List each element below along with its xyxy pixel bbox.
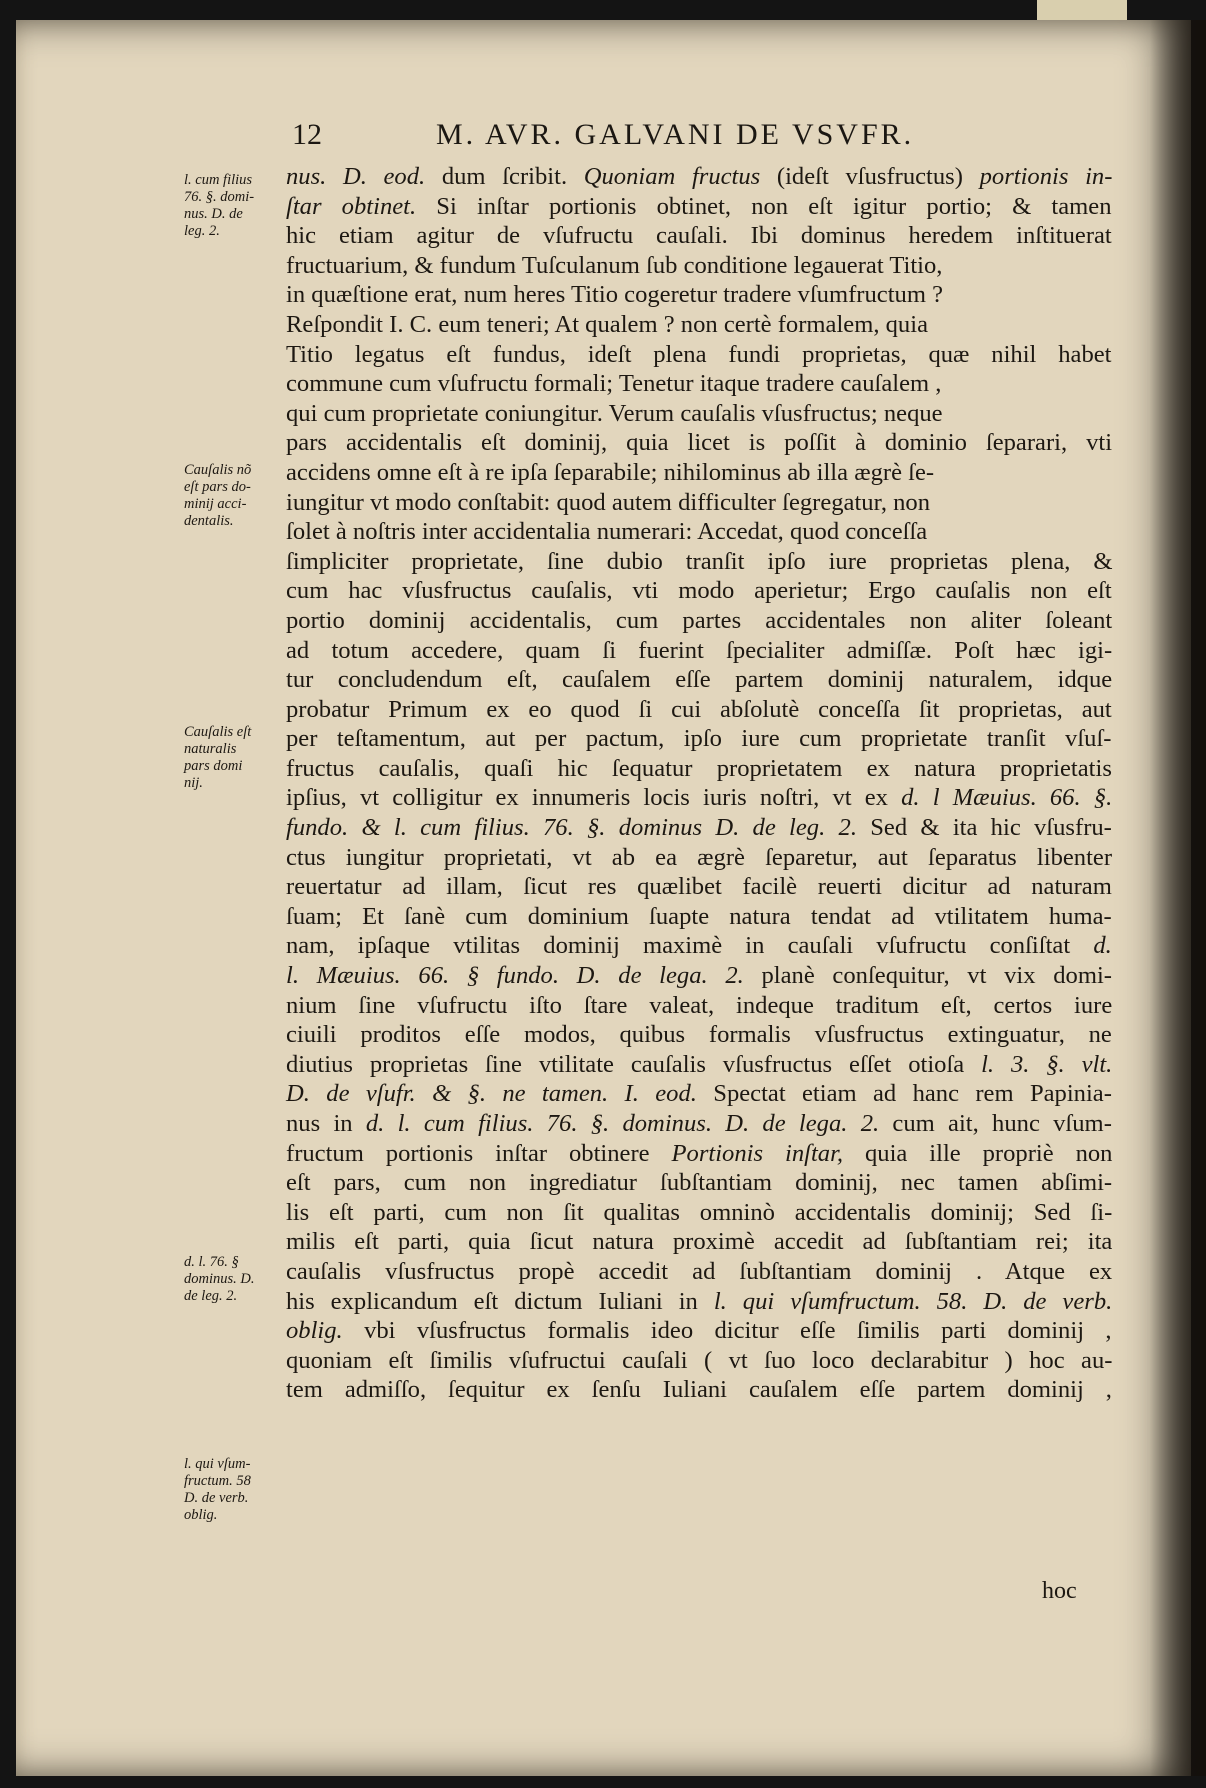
marginal-note-line: d. l. 76. § bbox=[184, 1254, 239, 1270]
text-run: commune cum vſufructu formali; Tenetur itaque tradere cauſalem , bbox=[286, 370, 942, 398]
text-run: lis eſt parti, cum non ſit qualitas omninò accidentalis dominij; Sed ſi- bbox=[286, 1198, 1113, 1226]
text-line bbox=[286, 1109, 1126, 1139]
main-text bbox=[286, 162, 1126, 1405]
text-line bbox=[286, 636, 1126, 666]
text-run: Spectat etiam ad hanc rem Papinia- bbox=[696, 1080, 1112, 1108]
text-run: ctus iungitur proprietati, vt ab ea ægrè ſeparetur, aut ſeparatus libenter bbox=[286, 843, 1113, 871]
marginal-note-2 bbox=[184, 462, 302, 530]
text-line bbox=[286, 1257, 1126, 1287]
text-line bbox=[286, 902, 1126, 932]
marginal-note-line: l. qui vſum- bbox=[184, 1456, 251, 1472]
text-line bbox=[286, 754, 1126, 784]
text-line bbox=[286, 1375, 1126, 1405]
text-run: his explicandum eſt dictum Iuliani in bbox=[286, 1287, 714, 1315]
text-run: nam, ipſaque vtilitas dominij maximè in cauſali vſufructu conſiſtat bbox=[286, 932, 1094, 960]
text-run: hic etiam agitur de vſufructu cauſali. Ibi dominus heredem inſtituerat bbox=[286, 222, 1112, 250]
text-line bbox=[286, 961, 1126, 991]
marginal-note-line: minij acci- bbox=[184, 496, 247, 512]
text-line bbox=[286, 162, 1126, 192]
text-run: Si inſtar portionis obtinet, non eſt igitur portio; & tamen bbox=[416, 192, 1112, 220]
marginal-note-4 bbox=[184, 1254, 302, 1305]
marginal-note-line: dominus. D. bbox=[184, 1271, 255, 1287]
text-run: pars accidentalis eſt dominij, quia licet is poſſit à dominio ſeparari, vti bbox=[286, 429, 1113, 457]
text-run: planè conſequitur, vt vix domi- bbox=[743, 962, 1112, 990]
text-line bbox=[286, 813, 1126, 843]
text-line bbox=[286, 931, 1126, 961]
marginal-note-line: l. cum filius bbox=[184, 172, 253, 188]
text-line bbox=[286, 517, 1126, 547]
text-run: cauſalis vſusfructus propè accedit ad ſubſtantiam dominij . Atque ex bbox=[286, 1257, 1113, 1285]
text-run: qui cum proprietate coniungitur. Verum cauſalis vſusfructus; neque bbox=[286, 399, 943, 427]
page-header bbox=[0, 118, 1206, 162]
text-run: accidens omne eſt à re ipſa ſeparabile; nihilominus ab illa ægrè ſe- bbox=[286, 458, 935, 486]
text-line bbox=[286, 724, 1126, 754]
text-line bbox=[286, 695, 1126, 725]
text-line bbox=[286, 340, 1126, 370]
text-line bbox=[286, 369, 1126, 399]
marginal-note-line: D. de verb. bbox=[184, 1490, 249, 1506]
text-run: fructum portionis inſtar obtinere bbox=[286, 1139, 672, 1167]
text-line bbox=[286, 576, 1126, 606]
italic-citation: l. Mæuius. 66. § fundo. D. de lega. 2. bbox=[286, 962, 744, 990]
text-run: tur concludendum eſt, cauſalem eſſe partem dominij naturalem, idque bbox=[286, 666, 1113, 694]
text-run: ſuam; Et ſanè cum dominium ſuapte natura tendat ad vtilitatem huma- bbox=[286, 902, 1112, 930]
marginal-note-line: dentalis. bbox=[184, 513, 234, 529]
italic-citation: fundo. & l. cum filius. 76. §. dominus D. de leg. 2. bbox=[286, 814, 857, 842]
text-run: (ideſt vſusfructus) bbox=[760, 163, 980, 190]
text-line bbox=[286, 488, 1126, 518]
marginal-note-line: eſt pars do- bbox=[184, 479, 251, 495]
text-run: per teſtamentum, aut per pactum, ipſo iure cum proprietate tranſit vſuſ- bbox=[286, 725, 1112, 753]
page-clip bbox=[1037, 0, 1127, 20]
page-number: 12 bbox=[292, 118, 322, 151]
text-line bbox=[286, 665, 1126, 695]
text-run: reuertatur ad illam, ſicut res quælibet facilè reuerti dicitur ad naturam bbox=[286, 873, 1112, 901]
text-line bbox=[286, 1346, 1126, 1376]
text-line bbox=[286, 1168, 1126, 1198]
text-run: ad totum accedere, quam ſi fuerint ſpecialiter admiſſæ. Poſt hæc igi- bbox=[286, 636, 1113, 664]
text-line bbox=[286, 1079, 1126, 1109]
text-line bbox=[286, 1287, 1126, 1317]
text-run: ciuili proditos eſſe modos, quibus formalis vſusfructus extinguatur, ne bbox=[286, 1021, 1112, 1049]
italic-citation: oblig. bbox=[286, 1317, 343, 1345]
text-run: tem admiſſo, ſequitur ex ſenſu Iuliani cauſalem eſſe partem dominij , bbox=[286, 1376, 1112, 1404]
italic-citation: Portionis inſtar, bbox=[671, 1139, 844, 1167]
text-run: fructuarium, & fundum Tuſculanum ſub conditione legauerat Titio, bbox=[286, 251, 943, 279]
marginal-note-1 bbox=[184, 172, 302, 240]
text-run: quoniam eſt ſimilis vſufructui cauſali ( vt ſuo loco declarabitur ) hoc au- bbox=[286, 1346, 1113, 1374]
text-run: in quæſtione erat, num heres Titio cogeretur tradere vſumfructum ? bbox=[286, 281, 944, 309]
text-run: fructus cauſalis, quaſi hic ſequatur proprietatem ex natura proprietatis bbox=[286, 754, 1112, 782]
marginal-note-line: pars domi bbox=[184, 758, 243, 774]
marginal-note-line: Cauſalis eſt bbox=[184, 724, 252, 740]
italic-citation: Quoniam fructus bbox=[583, 163, 761, 190]
marginal-note-line: Cauſalis nõ bbox=[184, 462, 252, 478]
marginal-note-line: nij. bbox=[184, 775, 203, 791]
marginal-note-line: de leg. 2. bbox=[184, 1288, 238, 1304]
text-line bbox=[286, 192, 1126, 222]
italic-citation: D. de vſufr. & §. ne tamen. I. eod. bbox=[286, 1080, 697, 1108]
text-line bbox=[286, 1050, 1126, 1080]
text-line bbox=[286, 428, 1126, 458]
text-run: diutius proprietas ſine vtilitate cauſalis vſusfructus eſſet otioſa bbox=[286, 1050, 982, 1078]
text-line bbox=[286, 783, 1126, 813]
gutter-shadow bbox=[1150, 20, 1206, 1776]
text-line bbox=[286, 1020, 1126, 1050]
text-run: dum ſcribit. bbox=[425, 163, 584, 190]
text-line bbox=[286, 458, 1126, 488]
text-line bbox=[286, 399, 1126, 429]
catchword: hoc bbox=[1042, 1578, 1077, 1604]
text-line bbox=[286, 1139, 1126, 1169]
text-run: Titio legatus eſt fundus, ideſt plena fundi proprietas, quæ nihil habet bbox=[286, 340, 1112, 368]
marginal-note-3 bbox=[184, 724, 302, 792]
text-run: Reſpondit I. C. eum teneri; At qualem ? non certè formalem, quia bbox=[286, 310, 928, 338]
text-line bbox=[286, 1227, 1126, 1257]
text-run: probatur Primum ex eo quod ſi cui abſolutè conceſſa ſit proprietas, aut bbox=[286, 695, 1112, 723]
text-line bbox=[286, 606, 1126, 636]
text-line bbox=[286, 843, 1126, 873]
italic-citation: l. qui vſumfructum. 58. D. de verb. bbox=[713, 1287, 1113, 1315]
italic-citation: d. l. cum filius. 76. §. dominus. D. de lega. 2. bbox=[365, 1110, 880, 1137]
marginal-note-5 bbox=[184, 1456, 302, 1524]
text-run: nium ſine vſufructu iſto ſtare valeat, indeque traditum eſt, certos iure bbox=[286, 991, 1113, 1019]
text-run: ſimpliciter proprietate, ſine dubio tranſit ipſo iure proprietas plena, & bbox=[286, 547, 1113, 575]
text-run: iungitur vt modo conſtabit: quod autem difficulter ſegregatur, non bbox=[286, 488, 931, 516]
italic-citation: portionis in- bbox=[979, 163, 1113, 190]
marginal-note-line: fructum. 58 bbox=[184, 1473, 251, 1489]
text-run: milis eſt parti, quia ſicut natura proximè accedit ad ſubſtantiam rei; ita bbox=[286, 1228, 1113, 1256]
italic-citation: ſtar obtinet. bbox=[286, 192, 417, 220]
text-run: nus in bbox=[286, 1110, 366, 1137]
text-run: ipſius, vt colligitur ex innumeris locis iuris noſtri, vt ex bbox=[286, 784, 902, 812]
text-line bbox=[286, 280, 1126, 310]
text-line bbox=[286, 1198, 1126, 1228]
text-line bbox=[286, 872, 1126, 902]
marginal-note-line: 76. §. domi- bbox=[184, 189, 255, 205]
text-run: eſt pars, cum non ingrediatur ſubſtantiam dominij, nec tamen abſimi- bbox=[286, 1169, 1113, 1197]
italic-citation: nus. D. eod. bbox=[286, 163, 426, 190]
italic-citation: d. bbox=[1093, 932, 1112, 960]
text-line bbox=[286, 310, 1126, 340]
text-run: ſolet à noſtris inter accidentalia numerari: Accedat, quod conceſſa bbox=[286, 518, 928, 546]
text-line bbox=[286, 221, 1126, 251]
italic-citation: l. 3. §. vlt. bbox=[981, 1050, 1113, 1078]
text-line bbox=[286, 991, 1126, 1021]
marginal-note-line: leg. 2. bbox=[184, 223, 220, 239]
text-line bbox=[286, 547, 1126, 577]
text-run: cum ait, hunc vſum- bbox=[879, 1110, 1112, 1137]
text-run: Sed & ita hic vſusfru- bbox=[856, 814, 1112, 842]
text-run: quia ille propriè non bbox=[843, 1139, 1113, 1167]
running-title: M. AVR. GALVANI DE VSVFR. bbox=[436, 118, 915, 151]
text-run: cum hac vſusfructus cauſalis, vti modo aperietur; Ergo cauſalis non eſt bbox=[286, 577, 1112, 605]
marginal-note-line: naturalis bbox=[184, 741, 237, 757]
text-run: portio dominij accidentalis, cum partes accidentales non aliter ſoleant bbox=[286, 606, 1113, 634]
marginal-note-line: nus. D. de bbox=[184, 206, 243, 222]
text-line bbox=[286, 1316, 1126, 1346]
italic-citation: d. l Mæuius. 66. §. bbox=[901, 784, 1113, 812]
text-run: vbi vſusfructus formalis ideo dicitur eſſe ſimilis parti dominij , bbox=[342, 1317, 1112, 1345]
marginal-note-line: oblig. bbox=[184, 1507, 218, 1523]
text-line bbox=[286, 251, 1126, 281]
